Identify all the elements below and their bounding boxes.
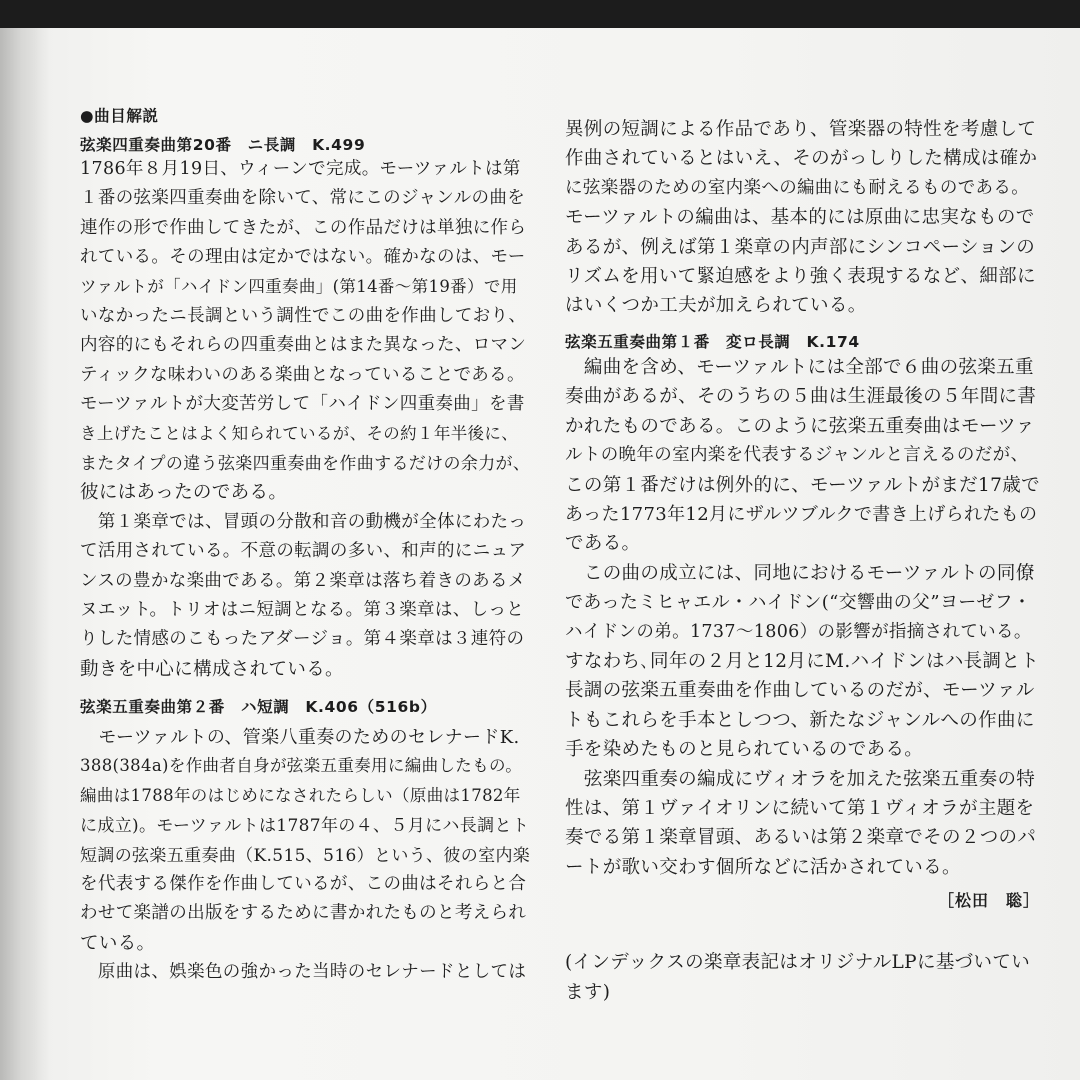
text-line: ティックな味わいのある楽曲となっていることである。 [80,364,525,385]
text-line: (インデックスの楽章表記はオリジナルLPに基づいてい [565,952,1031,973]
text-line: 奏曲があるが、そのうちの５曲は生涯最後の５年間に書 [565,386,1037,408]
text-line: 388(384a)を作曲者自身が弦楽五重奏用に編曲したもの。 [80,756,523,776]
text-line: この曲の成立には、同地におけるモーツァルトの同僚 [565,562,1035,584]
text-line: あるが、例えば第１楽章の内声部にシンコペーションの [565,236,1036,258]
text-line: 編曲は1788年のはじめになされたらしい（原曲は1782年 [80,785,521,805]
text-line: ンスの豊かな楽曲である。第２楽章は落ち着きのあるメ [80,570,526,591]
text-line: ツァルトが「ハイドン四重奏曲」(第14番～第19番）で用 [80,276,518,296]
author-signature: ［松田 聡］ [937,891,1040,910]
text-line: ルトの晩年の室内楽を代表するジャンルと言えるのだが、 [565,445,1029,466]
text-line: すなわち､同年の２月と12月にM.ハイドンはハ長調とト [565,651,1040,672]
text-line: ます) [565,982,611,1003]
text-line: わせて楽譜の出版をするために書かれたものと考えられ [80,903,527,924]
text-line: はいくつか工夫が加えられている。 [565,295,867,317]
text-line: リズムを用いて緊迫感をより強く表現するなど、細部に [565,266,1036,287]
text-line: この第１番だけは例外的に、モーツァルトがまだ17歳で [565,474,1040,496]
text-line: ている。 [80,932,156,954]
text-line: 連作の形で作曲してきたが、この作品だけは単独に作ら [80,217,527,238]
text-line: 第１楽章では、冒頭の分散和音の動機が全体にわたっ [80,511,527,532]
text-line: あった1773年12月にザルツブルクで書き上げられたもの [565,504,1038,525]
text-line: かれたものである。このように弦楽五重奏曲はモーツァ [565,415,1035,437]
text-line: 長調の弦楽五重奏曲を作曲しているのだが、モーツァル [565,680,1035,702]
section-marker: ●曲目解説 [80,107,159,125]
text-line: 異例の短調による作品であり、管楽器の特性を考慮して [565,119,1037,140]
piece-heading-k174: 弦楽五重奏曲第１番 変ロ長調 K.174 [565,333,860,351]
text-line: 動きを中心に構成されている。 [80,658,344,680]
text-line: き上げたことはよく知られているが、その約１年半後に、 [80,423,519,443]
text-line: 奏でる第１楽章冒頭、あるいは第２楽章でその２つのパ [565,827,1037,849]
text-line: ハイドンの弟。1737～1806）の影響が指摘されている。 [565,621,1032,642]
text-line: である。 [565,533,641,555]
text-line: 1786年８月19日、ウィーンで完成。モーツァルトは第 [80,159,521,179]
text-line: モーツァルトが大変苦労して「ハイドン四重奏曲」を書 [80,394,525,415]
text-line: ヌエット。トリオはニ短調となる。第３楽章は、しっと [80,600,525,620]
piece-heading-k406: 弦楽五重奏曲第２番 ハ短調 K.406（516b） [80,698,437,716]
text-line: トもこれらを手本としつつ、新たなジャンルへの作曲に [565,709,1035,731]
text-line: を代表する傑作を作曲しているが、この曲はそれらと合 [80,874,527,894]
text-line: ートが歌い交わす個所などに活かされている。 [565,856,961,878]
text-line: 内容的にもそれらの四重奏曲とはまた異なった、ロマン [80,335,527,356]
text-line: またタイプの違う弦楽四重奏曲を作曲するだけの余力が、 [80,454,531,474]
text-line: モーツァルトの編曲は、基本的には原曲に忠実なもので [565,207,1035,229]
text-line: りした情感のこもったアダージョ。第４楽章は３連符の [80,629,525,650]
text-line: であったミヒャエル・ハイドン(“交響曲の父”ヨーゼフ・ [565,592,1032,614]
text-line: て活用されている。不意の転調の多い、和声的にニュア [80,541,527,562]
text-line: 原曲は、娯楽色の強かった当時のセレナードとしては [80,962,527,983]
text-line: いなかったニ長調という調性でこの曲を作曲しており、 [80,306,527,326]
text-line: 弦楽四重奏の編成にヴィオラを加えた弦楽五重奏の特 [565,768,1036,790]
text-line: １番の弦楽四重奏曲を除いて、常にこのジャンルの曲を [80,188,526,209]
text-line: 作曲されているとはいえ、そのがっしりした構成は確か [565,148,1038,170]
text-line: 性は、第１ヴァイオリンに続いて第１ヴィオラが主題を [565,798,1035,819]
piece-heading-k499: 弦楽四重奏曲第20番 ニ長調 K.499 [80,136,366,154]
text-line: 短調の弦楽五重奏曲（K.515、516）という、彼の室内楽 [80,845,531,866]
text-line: 彼にはあったのである。 [80,482,288,504]
booklet-spine [0,28,50,1080]
text-line: モーツァルトの、管楽八重奏のためのセレナードK. [80,727,520,748]
text-line: に弦楽器のための室内楽への編曲にも耐えるものである。 [565,177,1030,198]
text-line: に成立)。モーツァルトは1787年の４、５月にハ長調とト [80,816,530,837]
text-line: 編曲を含め、モーツァルトには全部で６曲の弦楽五重 [565,357,1034,378]
text-line: 手を染めたものと見られているのである。 [565,739,924,761]
text-line: れている。その理由は定かではない。確かなのは、モー [80,247,526,268]
